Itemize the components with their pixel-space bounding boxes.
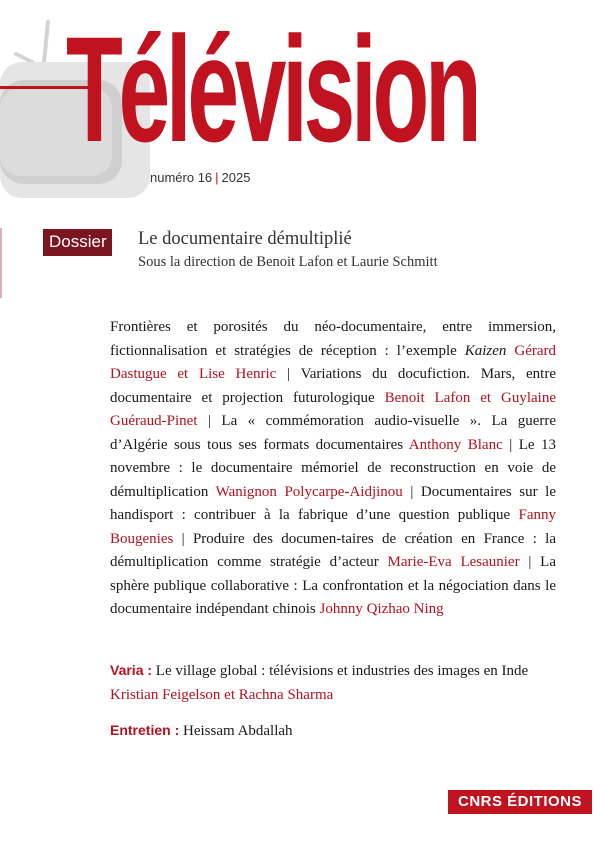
varia-authors: Kristian Feigelson et Rachna Sharma xyxy=(110,686,334,703)
article-title: La « commémoration audio-visuelle ». La guerre d’Algérie sous tous ses formats documentaires xyxy=(110,413,557,453)
issue-line xyxy=(150,170,250,185)
issue-number: numéro 16 xyxy=(150,170,213,185)
varia-label: Varia : xyxy=(110,662,153,678)
entretien-name: Heissam Abdallah xyxy=(182,723,293,739)
entretien-section xyxy=(110,719,570,744)
issue-year: 2025 xyxy=(221,170,251,185)
table-of-contents xyxy=(110,316,556,622)
article-title: Produire des documen-taires de création en France : la démultiplication comme stratégie d’acteur xyxy=(110,530,556,570)
article-title: Frontières et porosités du néo-documentaire, entre immersion, fictionnalisation et stratégies de réception : l’exemple xyxy=(110,319,556,359)
entretien-label: Entretien : xyxy=(110,722,180,738)
article-title: Le 13 novembre : le documentaire mémoriel de reconstruction en voie de démultiplication xyxy=(110,436,556,500)
issue-separator: | xyxy=(215,170,219,185)
separator: | xyxy=(509,436,513,453)
article-author: Benoit Lafon et Guylaine Guéraud-Pinet xyxy=(110,389,556,429)
article-author: Marie-Eva Lesaunier xyxy=(387,554,520,570)
article-title: Documentaires sur le handisport : contribuer à la fabrique d’une question publique xyxy=(110,483,556,523)
publisher-logo: CNRS ÉDITIONS xyxy=(448,790,592,814)
article-author: Fanny Bougenies xyxy=(110,507,556,547)
dossier-badge: Dossier xyxy=(43,229,112,256)
article-author: Wanignon Polycarpe-Aidjinou xyxy=(215,483,403,500)
article-title: Variations du docufiction. Mars, entre documentaire et projection futurologique xyxy=(110,366,556,406)
separator: | xyxy=(181,530,185,547)
article-author: Johnny Qizhao Ning xyxy=(319,601,444,617)
separator: | xyxy=(287,366,291,382)
article-author: Anthony Blanc xyxy=(408,436,503,453)
article-title-italic: Kaizen xyxy=(464,342,507,359)
separator: | xyxy=(207,413,211,429)
separator: | xyxy=(528,554,532,570)
varia-title: Le village global : télévisions et industries des images en Inde xyxy=(155,663,529,679)
separator: | xyxy=(410,483,414,500)
dossier-title: Le documentaire démultiplié xyxy=(138,229,352,249)
journal-title: Télévision xyxy=(66,5,478,173)
edge-rule xyxy=(0,228,2,298)
article-author: Gérard Dastugue et Lise Henric xyxy=(110,342,556,382)
dossier-subtitle: Sous la direction de Benoit Lafon et Laurie Schmitt xyxy=(138,254,438,270)
varia-section xyxy=(110,659,570,707)
article-title: La sphère publique collaborative : La confrontation et la négociation dans le documentaire indépendant chinois xyxy=(110,554,556,617)
